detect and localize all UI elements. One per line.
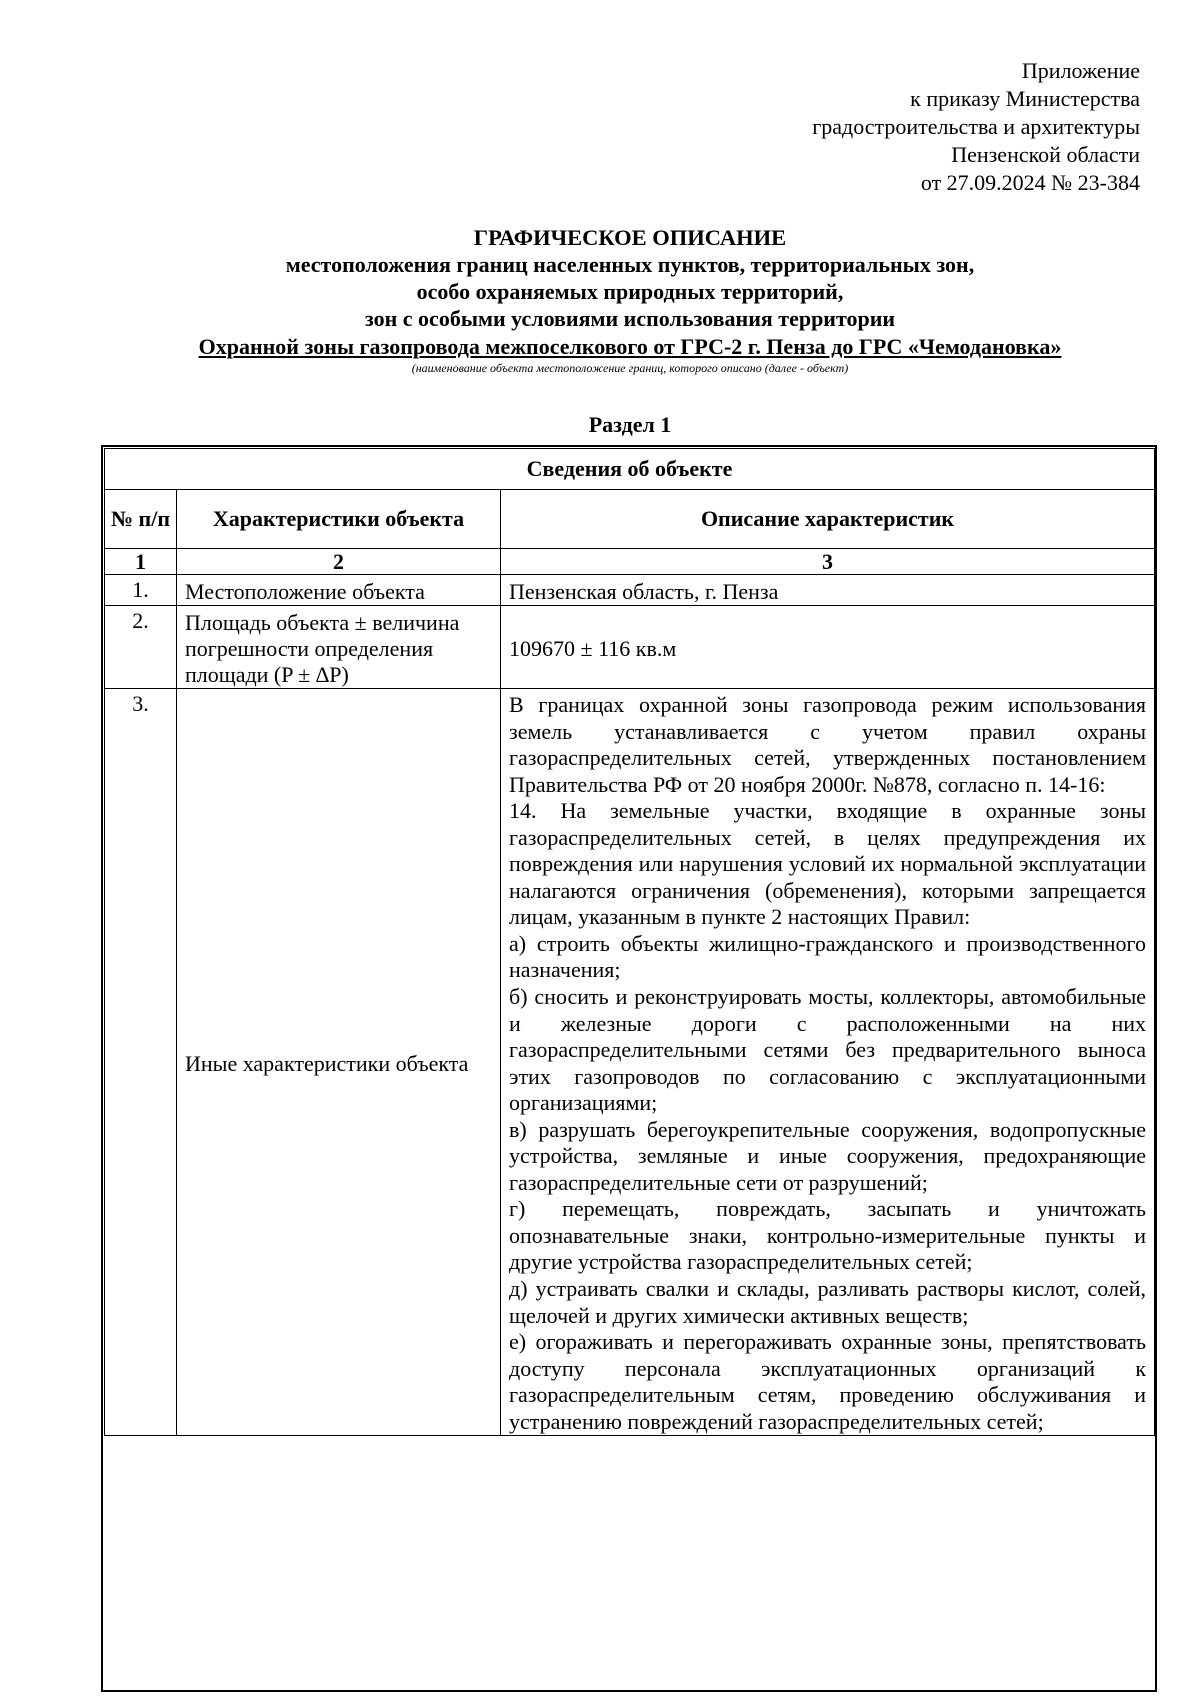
table-row: [105, 689, 1155, 1436]
table-title-row: [105, 449, 1155, 490]
appendix-line: Приложение: [1021, 58, 1140, 83]
title-line: зон с особыми условиями использования территории: [364, 306, 896, 331]
title-line: особо охраняемых природных территорий,: [416, 279, 844, 304]
appendix-line: к приказу Министерства: [910, 86, 1140, 111]
appendix-header: [640, 57, 1140, 197]
object-name: Охранной зоны газопровода межпоселкового от ГРС-2 г. Пенза до ГРС «Чемодановка»: [198, 334, 1062, 359]
table-title: Сведения об объекте: [105, 449, 1155, 490]
column-number-row: [105, 549, 1155, 575]
row-characteristic: Площадь объекта ± величина погрешности определения площади (P ± ∆P): [177, 606, 501, 689]
object-name-note: (наименование объекта местоположение границ, которого описано (далее - объект): [411, 361, 849, 375]
description-paragraph: е) огораживать и перегораживать охранные зоны, препятствовать доступу персонала эксплуатационных организаций к газораспределительным сетям, проведению обслуживания и устранению повреждений газораспределительных сетей;: [509, 1329, 1147, 1434]
row-value: 109670 ± 116 кв.м: [501, 606, 1155, 689]
appendix-line: от 27.09.2024 № 23-384: [920, 170, 1140, 195]
object-info-table: [104, 448, 1155, 1436]
column-header-description: Описание характеристик: [501, 490, 1155, 549]
row-description: [501, 689, 1155, 1436]
description-paragraph: в) разрушать берегоукрепительные сооружения, водопропускные устройства, земляные и иные сооружения, предохраняющие газораспределительные сети от разрушений;: [509, 1116, 1147, 1195]
description-paragraph: В границах охранной зоны газопровода режим использования земель устанавливается с учетом правил охраны газораспределительных сетей, утвержденных постановлением Правительства РФ от 20 ноября 2000г. №878, согласно п. 14-16:: [509, 692, 1147, 797]
title-line: местоположения границ населенных пунктов, территориальных зон,: [285, 252, 975, 277]
row-characteristic: Местоположение объекта: [177, 575, 501, 606]
row-number: 2.: [105, 606, 177, 689]
title-main: ГРАФИЧЕСКОЕ ОПИСАНИЕ: [473, 225, 787, 250]
table-row: [105, 575, 1155, 606]
description-paragraph: д) устраивать свалки и склады, разливать растворы кислот, солей, щелочей и других химически активных веществ;: [509, 1276, 1147, 1328]
appendix-line: градостроительства и архитектуры: [812, 114, 1140, 139]
column-number: 3: [501, 549, 1155, 575]
column-header-number: № п/п: [105, 490, 177, 549]
column-number: 2: [177, 549, 501, 575]
row-characteristic: Иные характеристики объекта: [177, 689, 501, 1436]
row-value: Пензенская область, г. Пенза: [501, 575, 1155, 606]
document-title: [100, 224, 1160, 375]
row-number: 1.: [105, 575, 177, 606]
appendix-line: Пензенской области: [951, 142, 1140, 167]
section-label: Раздел 1: [588, 412, 672, 437]
description-paragraph: а) строить объекты жилищно-гражданского и производственного назначения;: [509, 930, 1147, 983]
column-header-row: [105, 490, 1155, 549]
table-row: [105, 606, 1155, 689]
description-paragraph: г) перемещать, повреждать, засыпать и уничтожать опознавательные знаки, контрольно-измерительные пункты и другие устройства газораспределительных сетей;: [509, 1196, 1147, 1275]
row-number: 3.: [105, 689, 177, 1436]
column-number: 1: [105, 549, 177, 575]
description-paragraph: 14. На земельные участки, входящие в охранные зоны газораспределительных сетей, в целях предупреждения их повреждения или нарушения условий их нормальной эксплуатации налагаются ограничения (обременения), которыми запрещается лицам, указанным в пункте 2 настоящих Правил:: [509, 798, 1147, 930]
column-header-characteristics: Характеристики объекта: [177, 490, 501, 549]
description-paragraph: б) сносить и реконструировать мосты, коллекторы, автомобильные и железные дороги с расположенными на них газораспределительными сетями без предварительного выноса этих газопроводов по согласованию с эксплуатационными организациями;: [509, 984, 1147, 1116]
